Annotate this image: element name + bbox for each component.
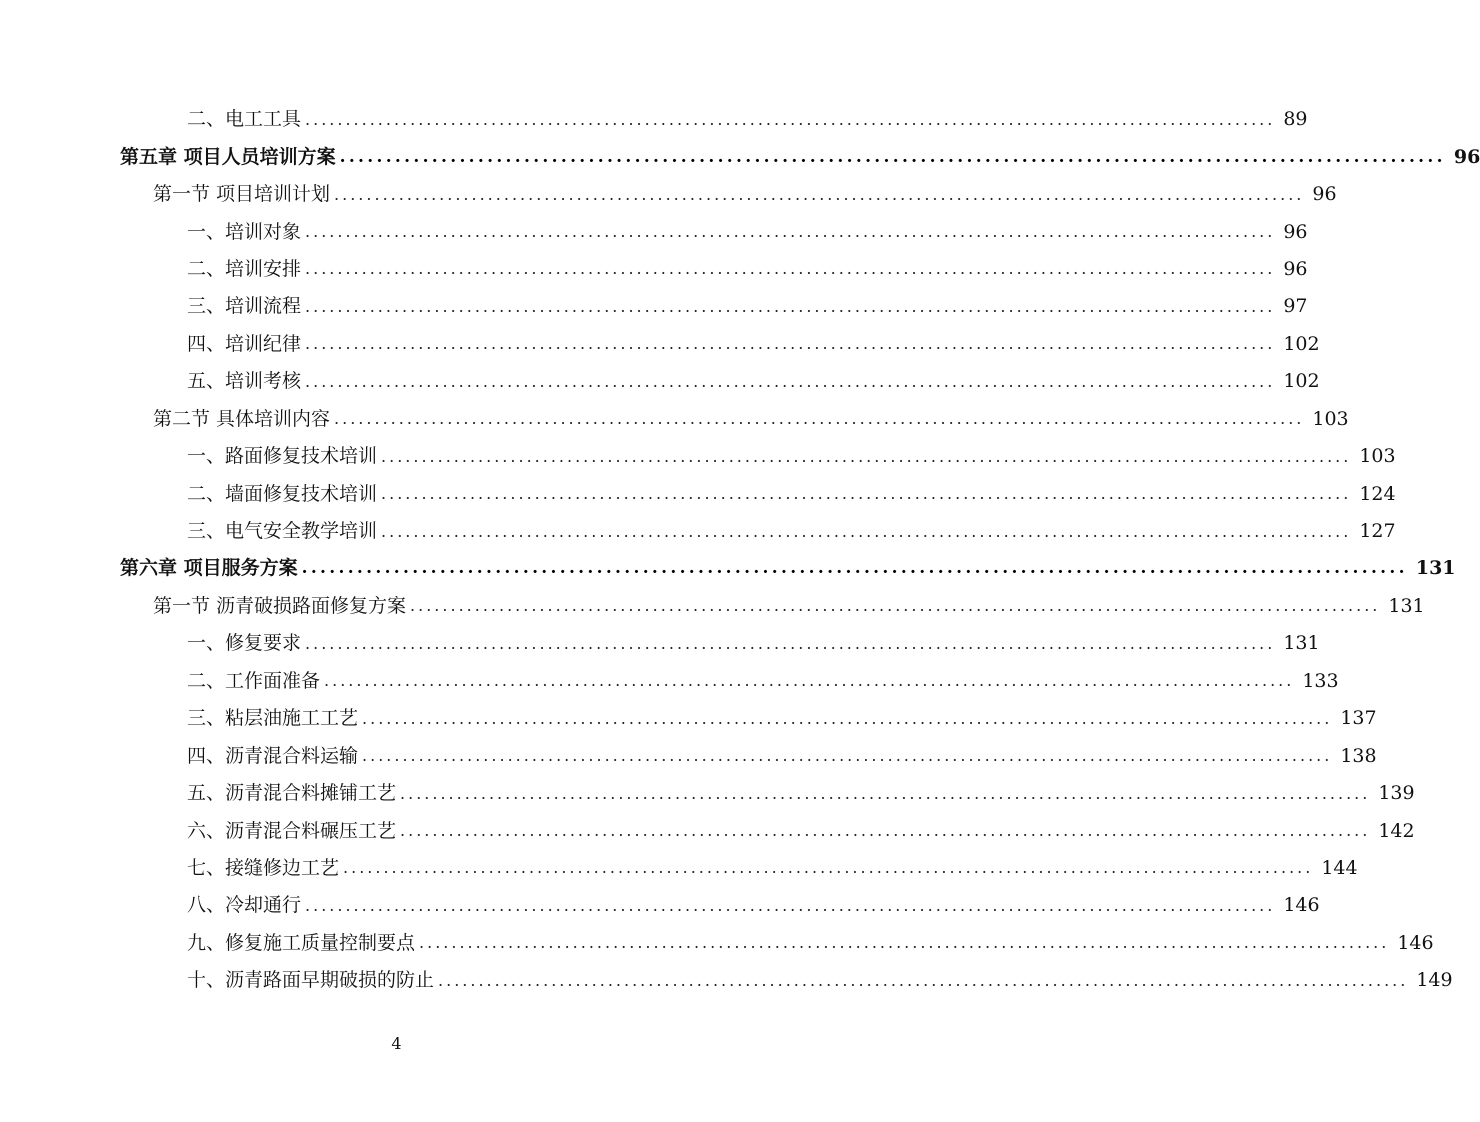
toc-entry[interactable] (0, 812, 1415, 849)
toc-entry-title: 五、培训考核 (187, 370, 302, 393)
dot-leader: ........................................................................................................................ (301, 558, 1408, 579)
table-of-contents (0, 101, 1480, 1000)
toc-entry[interactable] (0, 288, 1308, 325)
dot-leader: ........................................................................................................................ (305, 895, 1276, 915)
toc-entry-title: 三、培训流程 (187, 295, 302, 318)
toc-entry[interactable] (0, 213, 1308, 250)
toc-entry-page: 131 (1415, 557, 1456, 580)
toc-entry-page: 137 (1340, 707, 1377, 730)
toc-entry-page: 102 (1283, 370, 1320, 393)
toc-entry-title: 第二节 具体培训内容 (153, 407, 331, 430)
toc-entry[interactable] (0, 737, 1377, 774)
toc-entry-title: 第一节 项目培训计划 (153, 183, 331, 206)
toc-entry[interactable] (0, 700, 1377, 737)
toc-entry-page: 149 (1416, 969, 1453, 992)
toc-entry-title: 二、培训安排 (187, 257, 302, 280)
dot-leader: ........................................................................................................................ (410, 596, 1381, 616)
dot-leader: ........................................................................................................................ (305, 296, 1276, 316)
toc-entry-title: 第一节 沥青破损路面修复方案 (153, 594, 407, 617)
toc-entry-page: 131 (1388, 594, 1425, 617)
toc-entry-title: 第六章 项目服务方案 (120, 557, 298, 580)
toc-entry-title: 三、电气安全教学培训 (187, 520, 378, 543)
dot-leader: ........................................................................................................................ (305, 259, 1276, 279)
toc-entry[interactable] (0, 850, 1358, 887)
toc-entry-title: 九、修复施工质量控制要点 (187, 931, 416, 954)
toc-entry-title: 二、电工工具 (187, 108, 302, 131)
toc-entry[interactable] (0, 251, 1308, 288)
toc-entry-title: 第五章 项目人员培训方案 (120, 145, 336, 168)
toc-entry-page: 103 (1359, 445, 1396, 468)
toc-section-entry[interactable] (0, 176, 1337, 213)
toc-chapter-entry[interactable] (0, 550, 1456, 587)
toc-entry-page: 139 (1378, 782, 1415, 805)
toc-entry-page: 103 (1312, 407, 1349, 430)
toc-entry-title: 一、路面修复技术培训 (187, 445, 378, 468)
dot-leader: ........................................................................................................................ (305, 334, 1276, 354)
dot-leader: ........................................................................................................................ (438, 970, 1409, 990)
toc-entry-page: 97 (1283, 295, 1308, 318)
toc-entry-title: 六、沥青混合料碾压工艺 (187, 819, 397, 842)
toc-entry-page: 96 (1283, 257, 1308, 280)
dot-leader: ........................................................................................................................ (305, 371, 1276, 391)
dot-leader: ........................................................................................................................ (419, 933, 1390, 953)
toc-section-entry[interactable] (0, 588, 1425, 625)
toc-entry-page: 96 (1283, 220, 1308, 243)
toc-entry-title: 十、沥青路面早期破损的防止 (187, 969, 435, 992)
toc-entry-title: 一、修复要求 (187, 632, 302, 655)
toc-entry[interactable] (0, 475, 1396, 512)
toc-entry[interactable] (0, 363, 1320, 400)
dot-leader: ........................................................................................................................ (400, 821, 1371, 841)
toc-entry-title: 一、培训对象 (187, 220, 302, 243)
dot-leader: ........................................................................................................................ (400, 783, 1371, 803)
dot-leader: ........................................................................................................................ (343, 858, 1314, 878)
toc-entry-title: 五、沥青混合料摊铺工艺 (187, 782, 397, 805)
toc-entry-page: 142 (1378, 819, 1415, 842)
dot-leader: ........................................................................................................................ (362, 708, 1333, 728)
toc-entry[interactable] (0, 101, 1308, 138)
toc-entry-title: 二、墙面修复技术培训 (187, 482, 378, 505)
toc-entry-title: 二、工作面准备 (187, 669, 321, 692)
dot-leader: ........................................................................................................................ (305, 633, 1276, 653)
toc-entry-title: 三、粘层油施工工艺 (187, 707, 359, 730)
toc-entry[interactable] (0, 513, 1396, 550)
toc-entry[interactable] (0, 625, 1320, 662)
dot-leader: ........................................................................................................................ (334, 184, 1305, 204)
toc-entry-page: 89 (1283, 108, 1308, 131)
toc-entry-page: 96 (1453, 145, 1480, 168)
dot-leader: ........................................................................................................................ (305, 109, 1276, 129)
toc-entry[interactable] (0, 925, 1434, 962)
toc-entry[interactable] (0, 663, 1339, 700)
toc-entry[interactable] (0, 438, 1396, 475)
dot-leader: ........................................................................................................................ (334, 409, 1305, 429)
toc-entry[interactable] (0, 962, 1453, 999)
dot-leader: ........................................................................................................................ (381, 521, 1352, 541)
dot-leader: ........................................................................................................................ (339, 146, 1446, 167)
toc-entry-title: 四、培训纪律 (187, 332, 302, 355)
dot-leader: ........................................................................................................................ (324, 671, 1295, 691)
toc-entry[interactable] (0, 326, 1320, 363)
toc-entry-page: 96 (1312, 183, 1337, 206)
toc-entry-page: 144 (1321, 856, 1358, 879)
dot-leader: ........................................................................................................................ (305, 222, 1276, 242)
toc-entry-page: 133 (1302, 669, 1339, 692)
toc-entry-page: 138 (1340, 744, 1377, 767)
toc-entry-title: 七、接缝修边工艺 (187, 856, 340, 879)
toc-entry-page: 146 (1283, 894, 1320, 917)
toc-chapter-entry[interactable] (0, 138, 1480, 175)
dot-leader: ........................................................................................................................ (362, 746, 1333, 766)
toc-entry-title: 四、沥青混合料运输 (187, 744, 359, 767)
toc-entry-page: 131 (1283, 632, 1320, 655)
toc-section-entry[interactable] (0, 401, 1349, 438)
toc-entry[interactable] (0, 775, 1415, 812)
dot-leader: ........................................................................................................................ (381, 446, 1352, 466)
dot-leader: ........................................................................................................................ (381, 484, 1352, 504)
toc-entry-page: 124 (1359, 482, 1396, 505)
toc-entry[interactable] (0, 887, 1320, 924)
toc-entry-page: 146 (1397, 931, 1434, 954)
toc-entry-page: 102 (1283, 332, 1320, 355)
page-number: 4 (391, 1034, 402, 1053)
toc-entry-page: 127 (1359, 520, 1396, 543)
toc-entry-title: 八、冷却通行 (187, 894, 302, 917)
